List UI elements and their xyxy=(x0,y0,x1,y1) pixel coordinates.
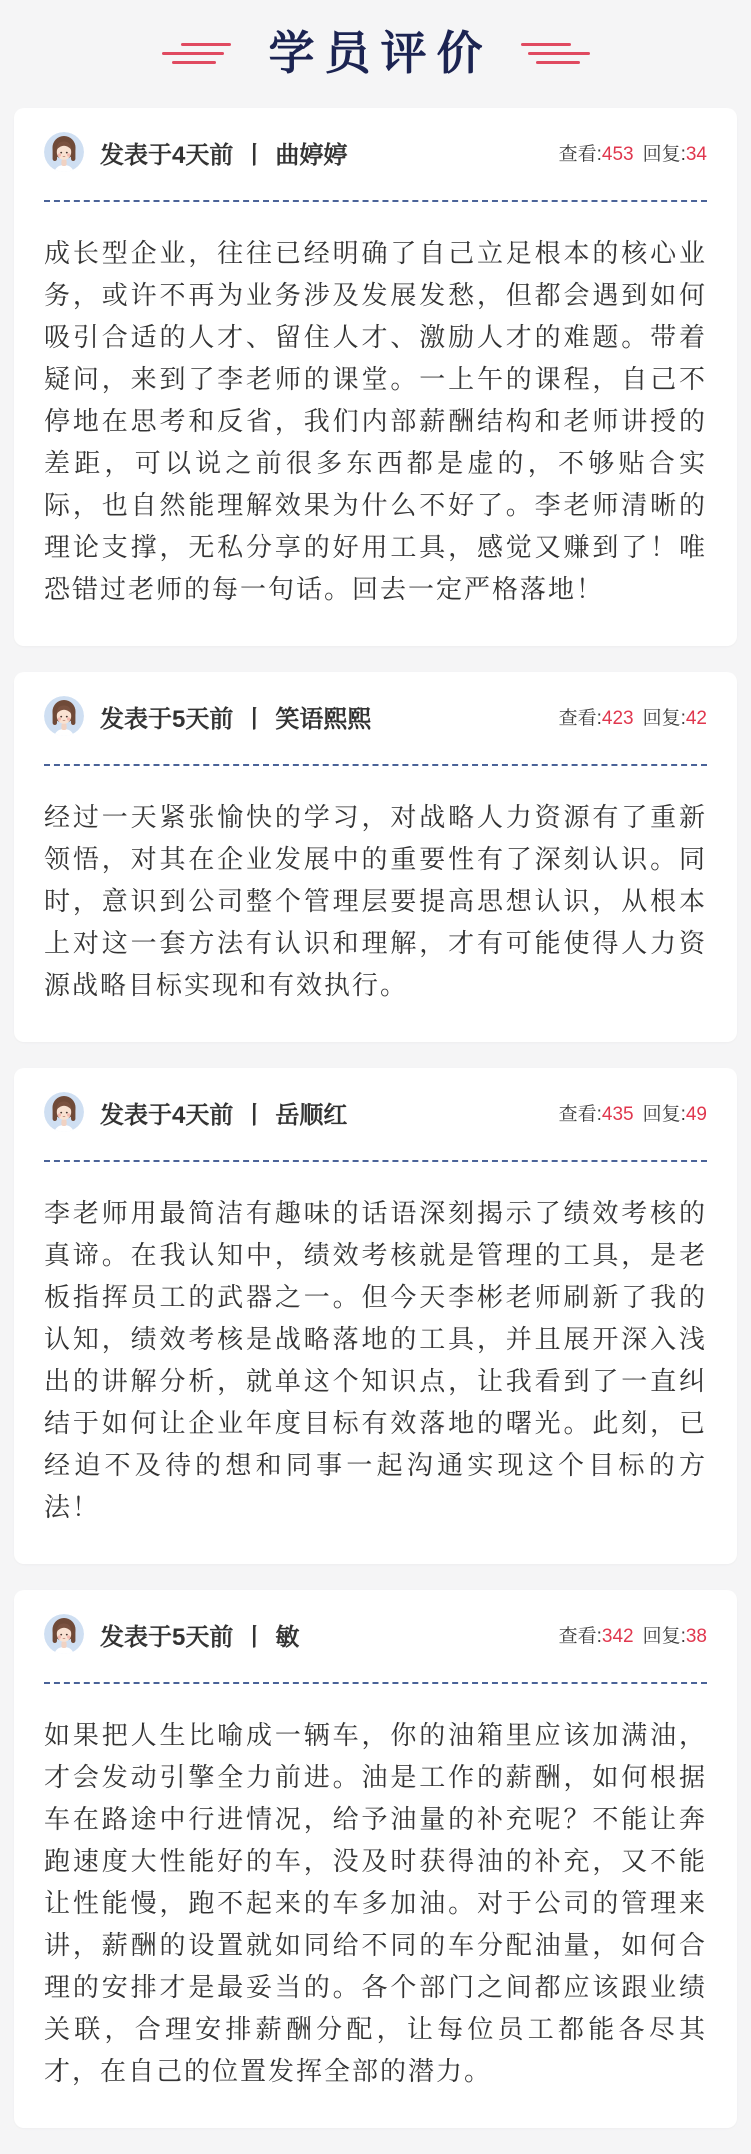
review-stats xyxy=(559,1621,707,1648)
replies-count: 42 xyxy=(685,707,707,729)
views-count: 435 xyxy=(601,1103,634,1125)
author-name: 笑语熙熙 xyxy=(275,705,372,733)
author-name: 敏 xyxy=(275,1623,300,1651)
replies-count: 34 xyxy=(685,143,707,165)
review-card-header xyxy=(44,132,707,172)
girl-avatar-icon xyxy=(44,1614,84,1654)
page-title: 学员评价 xyxy=(268,27,493,79)
replies-label: 回复: xyxy=(642,707,686,729)
review-meta xyxy=(100,1617,559,1652)
author-name: 曲婷婷 xyxy=(275,141,348,169)
review-content: 如果把人生比喻成一辆车，你的油箱里应该加满油，才会发动引擎全力前进。油是工作的薪酬，如何根据车在路途中行进情况，给予油量的补充呢？不能让奔跑速度大性能好的车，没及时获得油的补充，又不能让性能慢，跑不起来的车多加油。对于公司的管理来讲，薪酬的设置就如同给不同的车分配油量，如何合理的安排才是最妥当的。各个部门之间都应该跟业绩关联，合理安排薪酬分配，让每位员工都能各尽其才，在自己的位置发挥全部的潜力。 xyxy=(44,1720,707,2086)
review-card-header xyxy=(44,1092,707,1132)
review-content: 李老师用最简洁有趣味的话语深刻揭示了绩效考核的真谛。在我认知中，绩效考核就是管理的工具，是老板指挥员工的武器之一。但今天李彬老师刷新了我的认知，绩效考核是战略落地的工具，并且展开深入浅出的讲解分析，就单这个知识点，让我看到了一直纠结于如何让企业年度目标有效落地的曙光。此刻，已经迫不及待的想和同事一起沟通实现这个目标的方法！ xyxy=(44,1198,707,1522)
dashed-separator xyxy=(44,200,707,202)
replies-label: 回复: xyxy=(642,143,686,165)
girl-avatar-icon xyxy=(44,132,84,172)
review-card xyxy=(14,1068,737,1564)
review-content: 成长型企业，往往已经明确了自己立足根本的核心业务，或许不再为业务涉及发展发愁，但都会遇到如何吸引合适的人才、留住人才、激励人才的难题。带着疑问，来到了李老师的课堂。一上午的课程，自己不停地在思考和反省，我们内部薪酬结构和老师讲授的差距，可以说之前很多东西都是虚的，不够贴合实际，也自然能理解效果为什么不好了。李老师清晰的理论支撑，无私分享的好用工具，感觉又赚到了！唯恐错过老师的每一句话。回去一定严格落地！ xyxy=(44,238,707,604)
views-count: 342 xyxy=(601,1625,634,1647)
review-stats xyxy=(559,139,707,166)
title-decoration-right-icon xyxy=(521,43,590,64)
title-decoration-left-icon xyxy=(162,43,231,64)
meta-divider: 丨 xyxy=(242,1623,267,1651)
views-label: 查看: xyxy=(558,143,602,165)
dashed-separator xyxy=(44,764,707,766)
views-count: 453 xyxy=(601,143,634,165)
posted-time: 发表于4天前 xyxy=(100,141,234,169)
views-label: 查看: xyxy=(558,1625,602,1647)
review-stats xyxy=(559,1099,707,1126)
replies-count: 49 xyxy=(685,1103,707,1125)
review-card xyxy=(14,1590,737,2128)
dashed-separator xyxy=(44,1160,707,1162)
meta-divider: 丨 xyxy=(242,705,267,733)
page-header xyxy=(0,0,751,108)
meta-divider: 丨 xyxy=(242,1101,267,1129)
review-content: 经过一天紧张愉快的学习，对战略人力资源有了重新领悟，对其在企业发展中的重要性有了深刻认识。同时，意识到公司整个管理层要提高思想认识，从根本上对这一套方法有认识和理解，才有可能使得人力资源战略目标实现和有效执行。 xyxy=(44,802,707,1000)
posted-time: 发表于5天前 xyxy=(100,705,234,733)
meta-divider: 丨 xyxy=(242,141,267,169)
author-name: 岳顺红 xyxy=(275,1101,348,1129)
posted-time: 发表于4天前 xyxy=(100,1101,234,1129)
review-card-header xyxy=(44,1614,707,1654)
views-label: 查看: xyxy=(558,1103,602,1125)
posted-time: 发表于5天前 xyxy=(100,1623,234,1651)
girl-avatar-icon xyxy=(44,1092,84,1132)
replies-label: 回复: xyxy=(642,1103,686,1125)
review-meta xyxy=(100,135,559,170)
views-label: 查看: xyxy=(558,707,602,729)
review-card-header xyxy=(44,696,707,736)
review-meta xyxy=(100,699,559,734)
views-count: 423 xyxy=(601,707,634,729)
replies-count: 38 xyxy=(685,1625,707,1647)
review-stats xyxy=(559,703,707,730)
review-card xyxy=(14,672,737,1042)
girl-avatar-icon xyxy=(44,696,84,736)
review-meta xyxy=(100,1095,559,1130)
replies-label: 回复: xyxy=(642,1625,686,1647)
dashed-separator xyxy=(44,1682,707,1684)
review-card xyxy=(14,108,737,646)
